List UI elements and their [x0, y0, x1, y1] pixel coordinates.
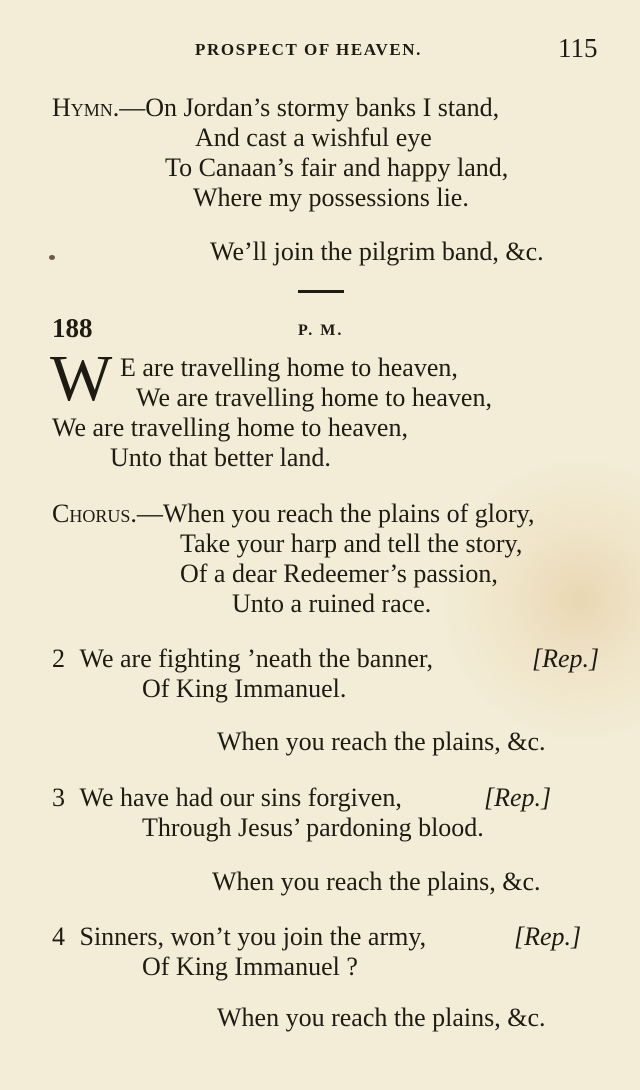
drop-cap: W [50, 342, 113, 415]
verse-2-first-line [52, 644, 433, 674]
repeat-mark: [Rep.] [484, 783, 552, 812]
running-header: PROSPECT OF HEAVEN. [195, 40, 423, 59]
previous-hymn-first-line-text: —On Jordan’s stormy banks I stand, [119, 93, 500, 122]
hymn-meter: P. M. [298, 322, 344, 339]
verse-4-first-line [52, 922, 426, 952]
page-number: 115 [558, 33, 598, 63]
verse-line: Through Jesus’ pardoning blood. [142, 813, 484, 842]
verse-line: Unto that better land. [110, 443, 331, 472]
verse-3-first-line [52, 783, 402, 813]
repeat-mark: [Rep.] [532, 644, 600, 673]
verse-line: We are travelling home to heaven, [136, 383, 492, 412]
verse-text: We have had our sins forgiven, [79, 783, 402, 812]
chorus-line: Take your harp and tell the story, [180, 529, 523, 558]
ink-speck [49, 255, 55, 260]
chorus-first-line-text: —When you reach the plains of glory, [136, 499, 535, 528]
chorus-first-line [52, 499, 534, 529]
chorus-label: Chorus. [52, 499, 137, 528]
repeat-mark: [Rep.] [514, 922, 582, 951]
previous-hymn-refrain: We’ll join the pilgrim band, &c. [210, 237, 544, 266]
section-divider [298, 290, 344, 293]
verse-text: Sinners, won’t you join the army, [79, 922, 427, 951]
verse-refrain: When you reach the plains, &c. [217, 1003, 546, 1032]
previous-hymn-line: Where my possessions lie. [193, 183, 469, 212]
chorus-line: Unto a ruined race. [232, 589, 432, 618]
previous-hymn-line: To Canaan’s fair and happy land, [165, 153, 509, 182]
verse-text: We are fighting ’neath the banner, [79, 644, 433, 673]
hymn-label: Hymn. [52, 93, 120, 122]
chorus-line: Of a dear Redeemer’s passion, [180, 559, 498, 588]
verse-number: 3 [52, 783, 65, 812]
hymn-number: 188 [52, 313, 93, 343]
verse-number: 4 [52, 922, 65, 951]
verse-line: Of King Immanuel. [142, 674, 347, 703]
previous-hymn-line: And cast a wishful eye [195, 123, 432, 152]
verse-line: We are travelling home to heaven, [52, 413, 408, 442]
verse-refrain: When you reach the plains, &c. [212, 867, 541, 896]
verse-line: E are travelling home to heaven, [120, 353, 458, 382]
verse-number: 2 [52, 644, 65, 673]
verse-refrain: When you reach the plains, &c. [217, 727, 546, 756]
verse-line: Of King Immanuel ? [142, 952, 358, 981]
previous-hymn-first-line [52, 93, 499, 123]
